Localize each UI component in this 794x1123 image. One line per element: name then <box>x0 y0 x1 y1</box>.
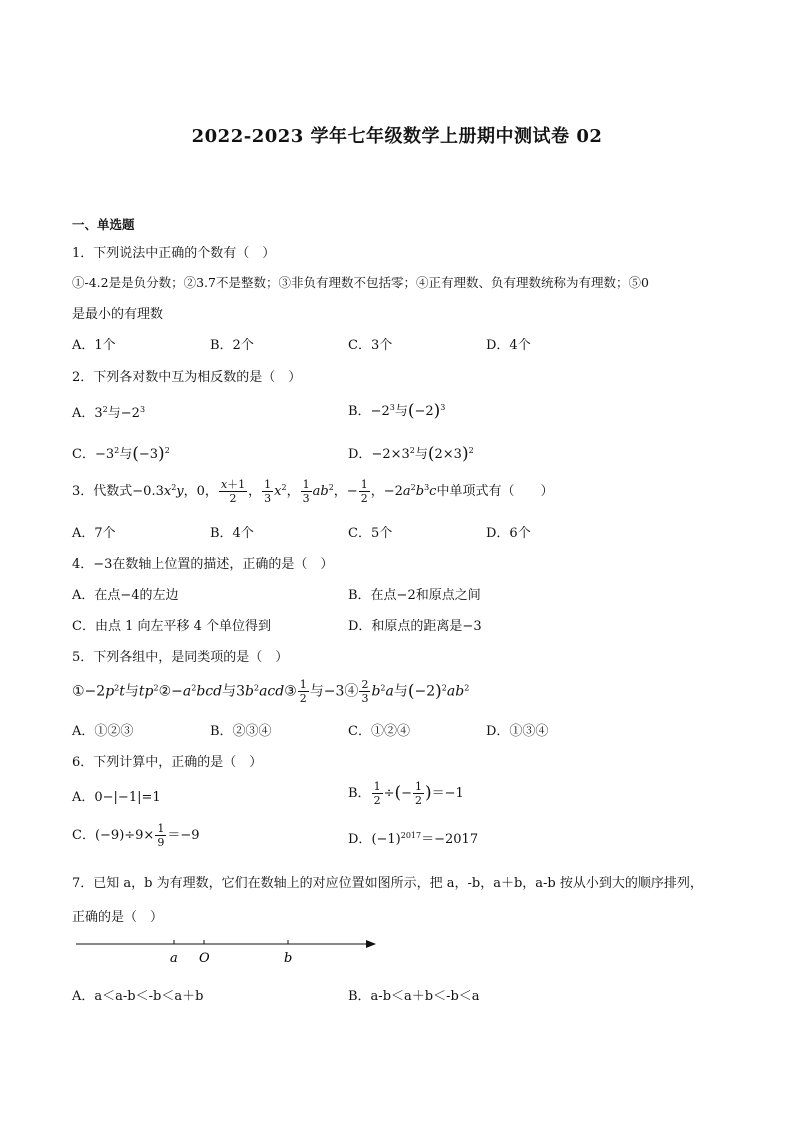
number-line-figure <box>72 934 392 970</box>
q2-stem: 2．下列各对数中互为相反数的是（ ） <box>72 370 302 385</box>
q1-statement-line1: ①-4.2是是负分数；②3.7不是整数；③非负有理数不包括零；④正有理数、负有理数统称为有理数；⑤0 <box>72 275 649 290</box>
q2-option-d[interactable]: D．$-2\times 3^2$与$(2\times 3)^2$ <box>348 444 474 464</box>
q3-stem-start: 3．代数式 <box>72 484 133 499</box>
q6-option-b[interactable]: B． $\frac{1}{2}$ ÷(− $\frac{1}{2}$ )＝−1 <box>348 780 464 807</box>
q5-option-b[interactable]: B．②③④ <box>210 724 272 739</box>
q2-option-c[interactable]: C．$-3^2$与$(-3)^2$ <box>72 444 170 464</box>
q3-option-a[interactable]: A．7个 <box>72 526 116 541</box>
q1-option-a[interactable]: A．1个 <box>72 338 116 353</box>
q2-option-a[interactable]: A．$3^2$与$-2^3$ <box>72 405 146 421</box>
option-letter: B． <box>348 786 371 801</box>
q2-option-b[interactable]: B．$-2^3$与$(-2)^3$ <box>348 401 446 421</box>
option-letter: D． <box>348 832 372 847</box>
q5-stem: 5．下列各组中，是同类项的是（ ） <box>72 650 289 665</box>
axis-label-a: a <box>170 951 178 966</box>
q6-option-d[interactable]: D．$(-1)^{2017}=-2017$ <box>348 831 479 847</box>
fraction: $\frac{1}{2}$ <box>415 780 423 807</box>
fraction: $\frac{x+1}{2}$ <box>220 478 246 505</box>
option-letter: D． <box>348 447 372 462</box>
q4-option-c[interactable]: C．由点 1 向左平移 4 个单位得到 <box>72 619 272 634</box>
option-letter: B． <box>348 404 371 419</box>
fraction: $\frac{2}{3}$ <box>361 678 369 705</box>
page-title: 2022-2023 学年七年级数学上册期中测试卷 02 <box>191 126 603 147</box>
q7-stem-line1: 7．已知 a，b 为有理数，它们在数轴上的对应位置如图所示，把 a，-b，a＋b，a-b 按从小到大的顺序排列， <box>72 876 703 891</box>
q3-option-d[interactable]: D．6个 <box>486 526 531 541</box>
q4-option-b[interactable]: B．在点−2和原点之间 <box>348 588 481 603</box>
q4-stem: 4．−3在数轴上位置的描述，正确的是（ ） <box>72 557 334 572</box>
q6-option-a[interactable]: A．0−|−1|=1 <box>72 790 161 805</box>
q1-option-c[interactable]: C．3个 <box>348 338 393 353</box>
arrow-icon <box>366 940 376 948</box>
connector-text: 与 <box>394 404 408 419</box>
connector-text: 与 <box>414 447 428 462</box>
q5-option-c[interactable]: C．①②④ <box>348 724 410 739</box>
q6-stem: 6．下列计算中，正确的是（ ） <box>72 755 263 770</box>
fraction: $\frac{1}{3}$ <box>302 478 310 505</box>
fraction: $\frac{1}{2}$ <box>360 478 368 505</box>
section-heading: 一、单选题 <box>72 217 135 232</box>
q1-stem: 1．下列说法中正确的个数有（ ） <box>72 246 276 261</box>
connector-text: 与 <box>119 447 133 462</box>
fraction: $\frac{1}{2}$ <box>299 678 307 705</box>
fraction: $\frac{1}{9}$ <box>157 822 165 849</box>
q5-option-d[interactable]: D．①③④ <box>486 724 549 739</box>
q4-option-a[interactable]: A．在点−4的左边 <box>72 588 179 603</box>
option-letter: C． <box>72 447 95 462</box>
q7-option-a[interactable]: A．a＜a-b＜-b＜a＋b <box>72 989 204 1004</box>
q5-option-a[interactable]: A．①②③ <box>72 724 134 739</box>
q7-option-b[interactable]: B．a-b＜a＋b＜-b＜a <box>348 989 480 1004</box>
q5-groups: $①-2p^2t$与$tp^2②-a^2bcd$与$3b^2acd③$ $\frac{1}{2}$ 与−3④ $\frac{2}{3}$ $b^2a$与$(-2)^2ab^2$ <box>72 678 470 705</box>
q4-option-d[interactable]: D．和原点的距离是−3 <box>348 619 482 634</box>
q6-option-c[interactable]: C．(−9)÷9× $\frac{1}{9}$ ＝−9 <box>72 822 200 849</box>
q7-stem-line2: 正确的是（ ） <box>72 910 164 925</box>
option-letter: A． <box>72 406 95 421</box>
q3-option-b[interactable]: B．4个 <box>210 526 254 541</box>
option-letter: A． <box>72 790 95 805</box>
connector-text: 与 <box>107 406 121 421</box>
q3-option-c[interactable]: C．5个 <box>348 526 393 541</box>
axis-label-origin: O <box>199 951 210 966</box>
q3-stem: 3．代数式$-0.3x^2y$，0， $\frac{x+1}{2}$ ， $\frac{1}{3}$ $x^2$， $\frac{1}{3}$ $ab^2$，− $\frac{1}{2}$ ，$-2a^2b^3c$中单项式有（ ） <box>72 478 554 505</box>
q1-option-d[interactable]: D．4个 <box>486 338 531 353</box>
option-letter: C． <box>72 828 95 843</box>
q1-option-b[interactable]: B．2个 <box>210 338 254 353</box>
fraction: $\frac{1}{3}$ <box>264 478 272 505</box>
fraction: $\frac{1}{2}$ <box>373 780 381 807</box>
q3-stem-end: 中单项式有（ ） <box>436 484 554 499</box>
axis-label-b: b <box>284 951 293 966</box>
q1-statement-line2: 是最小的有理数 <box>72 307 164 322</box>
